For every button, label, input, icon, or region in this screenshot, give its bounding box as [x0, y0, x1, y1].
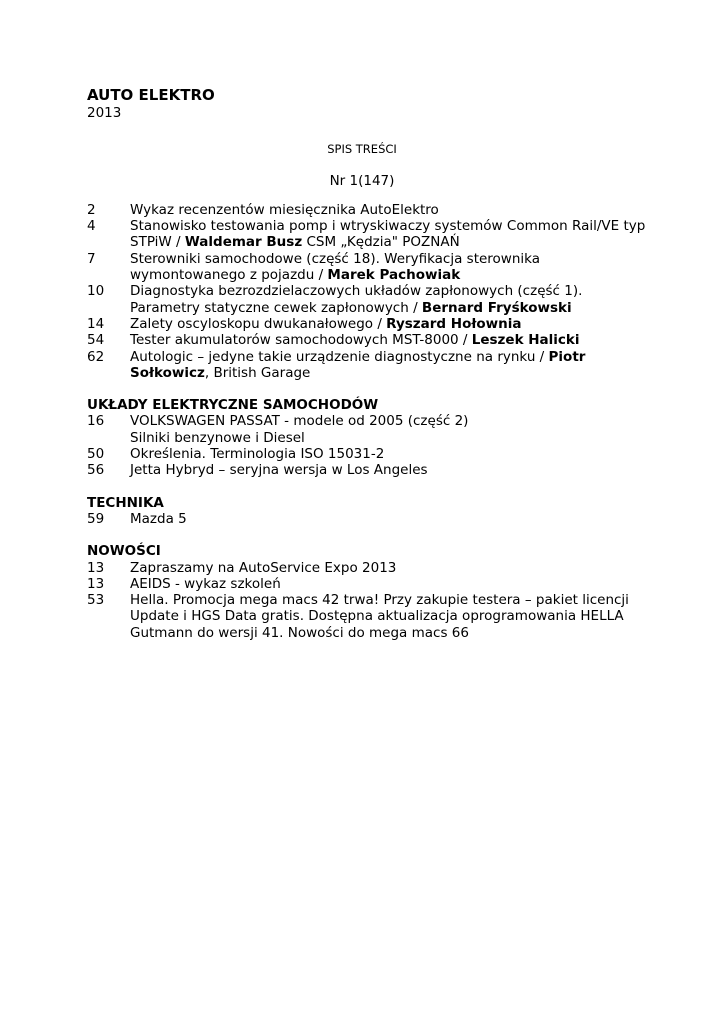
- entry-text: VOLKSWAGEN PASSAT - modele od 2005 (część 2) Silniki benzynowe i Diesel: [130, 413, 469, 446]
- entry-author: Leszek Halicki: [471, 332, 580, 349]
- toc-entry: [87, 218, 647, 251]
- entry-page: 14: [87, 315, 105, 332]
- entry-page: 54: [87, 332, 105, 349]
- toc-label: SPIS TREŚCI: [327, 142, 397, 157]
- entry-page: 59: [87, 510, 105, 527]
- section-title: NOWOŚCI: [87, 543, 161, 560]
- entry-page: 50: [87, 446, 105, 463]
- entry-text: Tester akumulatorów samochodowych MST-8000 / Leszek Halicki: [130, 332, 580, 349]
- toc-entry: [87, 316, 647, 332]
- entry-page: 13: [87, 575, 105, 592]
- entry-text: Autologic – jedyne takie urządzenie diagnostyczne na rynku / Piotr Sołkowicz, British Garage: [130, 348, 586, 381]
- toc-entry: [87, 202, 647, 218]
- main-entries: [87, 202, 647, 381]
- toc-entry: [87, 349, 647, 382]
- magazine-year: 2013: [87, 105, 122, 121]
- entry-text: Stanowisko testowania pomp i wtryskiwaczy systemów Common Rail/VE typ STPiW / Waldemar Busz CSM „Kędzia" POZNAŃ: [130, 218, 646, 251]
- toc-entry: [87, 592, 647, 641]
- entry-author: Piotr Sołkowicz: [130, 348, 586, 381]
- document-page: [87, 87, 647, 641]
- section-title: UKŁADY ELEKTRYCZNE SAMOCHODÓW: [87, 397, 379, 414]
- entry-page: 4: [87, 218, 96, 235]
- entry-text: Określenia. Terminologia ISO 15031-2: [130, 446, 385, 463]
- issue-number: Nr 1(147): [329, 172, 395, 189]
- entry-text: Sterowniki samochodowe (część 18). Weryfikacja sterownika wymontowanego z pojazdu / Marek Pachowiak: [130, 250, 541, 284]
- entry-author: Marek Pachowiak: [327, 267, 461, 284]
- entry-author: Waldemar Busz: [184, 234, 303, 251]
- toc-entry: [87, 446, 647, 462]
- entry-page: 16: [87, 413, 105, 430]
- magazine-title: AUTO ELEKTRO: [87, 86, 215, 104]
- entry-author: Bernard Fryśkowski: [421, 299, 572, 316]
- entry-text: Jetta Hybryd – seryjna wersja w Los Angeles: [130, 462, 428, 479]
- entry-text: Wykaz recenzentów miesięcznika AutoElektro: [130, 201, 439, 218]
- entry-page: 7: [87, 250, 96, 267]
- entry-page: 56: [87, 462, 105, 479]
- toc-entry: [87, 332, 647, 348]
- toc-entry: [87, 413, 647, 446]
- entry-text: Zalety oscyloskopu dwukanałowego / Ryszard Hołownia: [130, 315, 522, 332]
- toc-entry: [87, 511, 647, 527]
- entry-page: 62: [87, 348, 105, 365]
- toc-entry: [87, 251, 647, 284]
- toc-entry: [87, 283, 647, 316]
- entry-text: AEIDS - wykaz szkoleń: [130, 575, 281, 592]
- entry-text: Mazda 5: [130, 510, 187, 527]
- section-title: TECHNIKA: [87, 494, 164, 511]
- toc-entry: [87, 560, 647, 576]
- toc-entry: [87, 462, 647, 478]
- entry-text: Diagnostyka bezrozdzielaczowych układów zapłonowych (część 1). Parametry statyczne cewek zapłonowych / Bernard Fryśkowski: [130, 283, 583, 316]
- entry-page: 2: [87, 201, 96, 218]
- entry-text: Zapraszamy na AutoService Expo 2013: [130, 559, 397, 576]
- entry-page: 10: [87, 283, 105, 300]
- toc-entry: [87, 576, 647, 592]
- entry-text: Hella. Promocja mega macs 42 trwa! Przy zakupie testera – pakiet licencji Update i HGS Data gratis. Dostępna aktualizacja oprogramowania HELLA Gutmann do wersji 41. Nowości do mega macs 66: [130, 592, 629, 641]
- entry-author: Ryszard Hołownia: [386, 315, 522, 332]
- entry-page: 53: [87, 592, 105, 609]
- entry-page: 13: [87, 559, 105, 576]
